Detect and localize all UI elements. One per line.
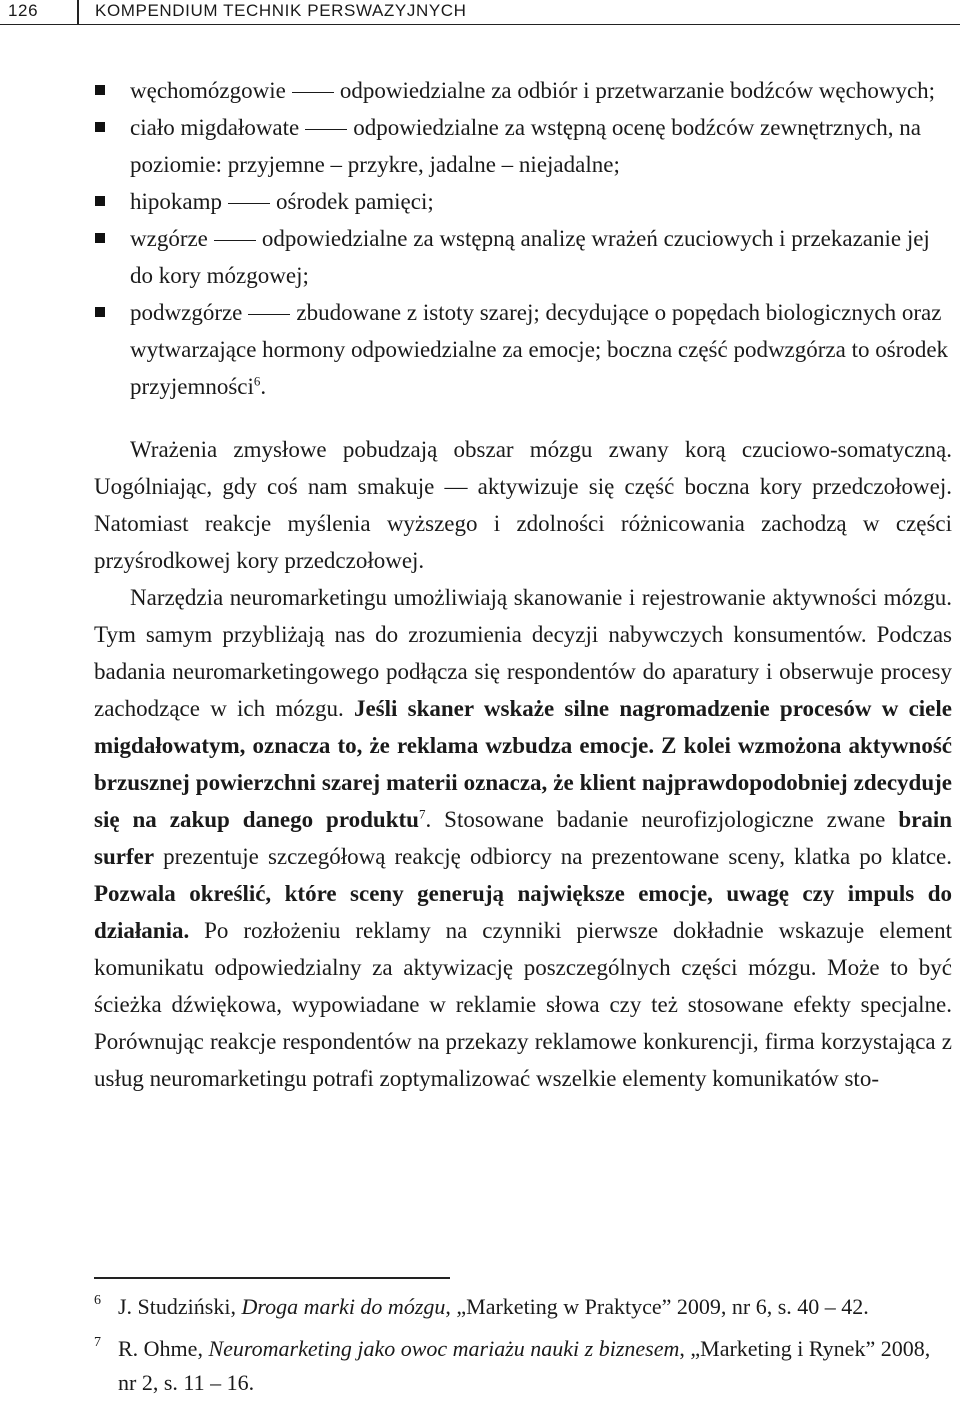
em-dash [305,129,347,131]
em-dash [292,92,334,94]
list-item [94,183,952,220]
list-tail: . [260,374,267,399]
page-number: 126 [8,1,39,20]
running-header [0,0,960,25]
footnote-author: R. Ohme, [118,1336,209,1361]
list-term: podwzgórze [130,300,243,325]
list-text: odpowiedzialne za wstępną ocenę bodźców zewnętrznych, na poziomie: przyjemne – przykre, jadalne – niejadalne; [130,115,921,177]
list-item [94,294,952,405]
list-term: wzgórze [130,226,208,251]
list-text: ośrodek pamięci; [276,189,434,214]
list-item [94,109,952,183]
list-item [94,72,952,109]
footnote-title: Droga marki do mózgu [241,1294,446,1319]
text-run: Narzędzia neuromarketingu umożliwiają skanowanie i rejestrowanie aktywności mózgu. Tym samym przybliżają nas do zrozumienia decyzji nabywczych konsumentów. Podczas badania neuromarketingowego podłącza się respondentów do aparatury i obserwuje procesy zachodzące w ich mózgu. [94,585,952,721]
text-run: Po rozłożeniu reklamy na czynniki pierwsze dokładnie wskazuje element komunikatu odpowiedzialny za aktywizację poszczególnych części mózgu. Może to być ścieżka dźwiękowa, wypowiadane w reklamie słowa czy też stosowane efekty specjalne. Porównując reakcje respondentów na przekazy reklamowe konkurencji, firma korzystająca z usług neuromarketingu potrafi zoptymalizować wszelkie elementy komunikatów sto- [94,918,952,1091]
footnote-rule [94,1277,450,1279]
footnote [94,1332,952,1400]
footnote-author: J. Studziński, [118,1294,242,1319]
text-run: prezentuje szczegółową reakcję odbiorcy na prezentowane sceny, klatka po klatce. [154,844,952,869]
em-dash [214,240,256,242]
page-body [94,72,952,1097]
footnote-ref: 7 [418,806,426,822]
body-paragraph: Wrażenia zmysłowe pobudzają obszar mózgu zwany korą czuciowo-somatyczną. Uogólniając, gdy coś nam smakuje — aktywizuje się część boczna kory przedczołowej. Natomiast reakcje myślenia wyższego i zdolności różnicowania zachodzą w części przyśrodkowej kory przedczołowej. [94,437,952,573]
list-text: zbudowane z istoty szarej; decydujące o popędach biologicznych oraz wytwarzające hormony odpowiedzialne za emocje; boczna część podwzgórza to ośrodek przyjemności [130,300,949,399]
list-item [94,220,952,294]
footnote-number: 6 [94,1293,101,1308]
footnote-source: , „Marketing w Praktyce” 2009, nr 6, s. 40 – 42. [445,1294,869,1319]
body-paragraph [94,579,952,1097]
list-text: odpowiedzialne za wstępną analizę wrażeń czuciowych i przekazanie jej do kory mózgowej; [130,226,930,288]
header-separator [77,0,79,24]
running-title: KOMPENDIUM TECHNIK PERSWAZYJNYCH [95,1,467,20]
bold-run: Pozwala określić, które sceny generują największe emocje, uwagę czy impuls do działania. [94,881,952,943]
bold-run: Jeśli skaner wskaże silne nagromadzenie procesów w ciele migdałowatym, oznacza to, że reklama wzbudza emocje. Z kolei wzmożona aktywność brzusznej powierzchni szarej materii oznacza, że klient najprawdopodobniej zdecyduje się na zakup danego produktu [94,696,952,832]
list-term: węchomózgowie [130,78,286,103]
bold-run: brain surfer [94,807,952,869]
footnote [94,1290,952,1324]
footnote-title: Neuromarketing jako owoc mariażu nauki z biznesem [208,1336,680,1361]
em-dash [228,203,270,205]
footnote-ref: 6 [253,373,261,389]
brain-structures-list [94,72,952,405]
footnote-source: , „Marketing i Rynek” 2008, nr 2, s. 11 – 16. [118,1336,931,1395]
text-run: . Stosowane badanie neurofizjologiczne zwane [425,807,899,832]
list-term: hipokamp [130,189,222,214]
em-dash [248,314,290,316]
footnote-number: 7 [94,1335,101,1350]
list-text: odpowiedzialne za odbiór i przetwarzanie bodźców węchowych; [339,78,936,103]
list-term: ciało migdałowate [130,115,300,140]
footnotes [94,1290,952,1408]
